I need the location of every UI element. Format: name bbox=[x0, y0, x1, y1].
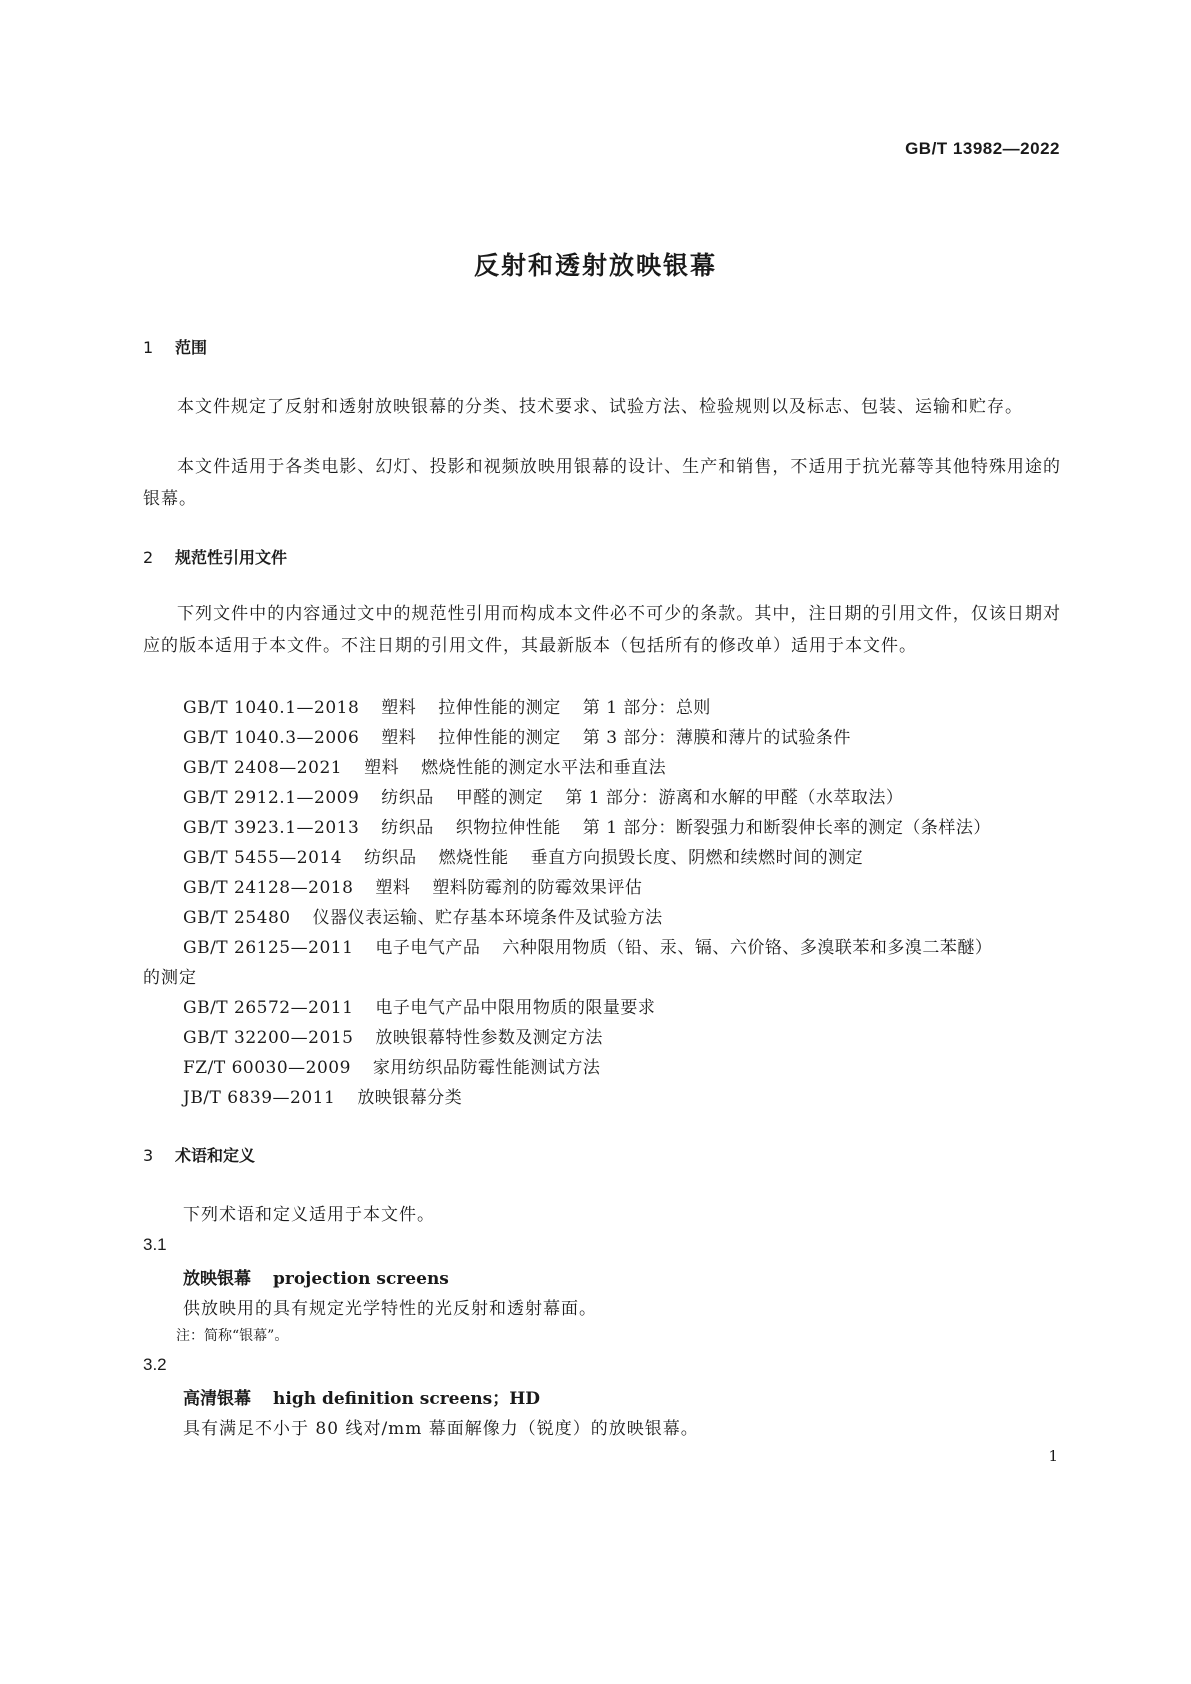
reference-code: GB/T 32200—2015 bbox=[183, 1028, 354, 1048]
reference-code: GB/T 1040.3—2006 bbox=[183, 728, 360, 748]
reference-item bbox=[183, 813, 991, 838]
reference-item bbox=[183, 753, 666, 778]
reference-part: 第 3 部分：薄膜和薄片的试验条件 bbox=[582, 728, 851, 748]
reference-code: GB/T 2408—2021 bbox=[183, 758, 343, 778]
section-2-heading bbox=[143, 545, 287, 568]
reference-part: 塑料 bbox=[375, 878, 411, 898]
reference-part: 仪器仪表运输、贮存基本环境条件及试验方法 bbox=[312, 908, 663, 928]
reference-code: GB/T 1040.1—2018 bbox=[183, 698, 360, 718]
term-heading bbox=[183, 1264, 449, 1289]
section-title: 规范性引用文件 bbox=[175, 548, 288, 567]
reference-item bbox=[183, 723, 851, 748]
section-3-heading bbox=[143, 1143, 255, 1166]
section-intro: 下列术语和定义适用于本文件。 bbox=[183, 1205, 435, 1225]
reference-item bbox=[183, 903, 663, 928]
reference-part: 垂直方向损毁长度、阴燃和续燃时间的测定 bbox=[530, 848, 864, 868]
section-number: 1 bbox=[143, 338, 154, 357]
reference-part: 电子电气产品 bbox=[375, 938, 481, 958]
reference-part: 纺织品 bbox=[381, 818, 434, 838]
term-chinese: 放映银幕 bbox=[183, 1269, 251, 1289]
reference-code: GB/T 26125—2011 bbox=[183, 938, 354, 958]
paragraph: 本文件规定了反射和透射放映银幕的分类、技术要求、试验方法、检验规则以及标志、包装、运输和贮存。 bbox=[177, 397, 1023, 417]
reference-code: GB/T 26572—2011 bbox=[183, 998, 354, 1018]
reference-code: JB/T 6839—2011 bbox=[183, 1088, 336, 1108]
reference-code: GB/T 3923.1—2013 bbox=[183, 818, 360, 838]
reference-code: GB/T 24128—2018 bbox=[183, 878, 354, 898]
reference-part: 放映银幕特性参数及测定方法 bbox=[375, 1028, 603, 1048]
reference-item bbox=[183, 1023, 603, 1048]
reference-item bbox=[183, 1083, 462, 1108]
reference-part: 家用纺织品防霉性能测试方法 bbox=[372, 1058, 601, 1078]
reference-item bbox=[183, 993, 655, 1018]
reference-code: GB/T 5455—2014 bbox=[183, 848, 343, 868]
reference-code: GB/T 2912.1—2009 bbox=[183, 788, 360, 808]
reference-part: 第 1 部分：断裂强力和断裂伸长率的测定（条样法） bbox=[582, 818, 991, 838]
reference-part: 第 1 部分：游离和水解的甲醛（水萃取法） bbox=[565, 788, 904, 808]
document-title: 反射和透射放映银幕 bbox=[473, 251, 717, 280]
section-number: 3 bbox=[143, 1146, 154, 1165]
term-english: projection screens bbox=[273, 1269, 449, 1289]
reference-part: 第 1 部分：总则 bbox=[582, 698, 711, 718]
reference-item bbox=[183, 783, 903, 808]
reference-code: GB/T 25480 bbox=[183, 908, 291, 928]
reference-part: 塑料防霉剂的防霉效果评估 bbox=[432, 878, 643, 898]
term-chinese: 高清银幕 bbox=[183, 1389, 251, 1409]
term-note: 注：简称“银幕”。 bbox=[176, 1328, 289, 1344]
reference-code: FZ/T 60030—2009 bbox=[183, 1058, 351, 1078]
reference-part: 拉伸性能的测定 bbox=[438, 698, 561, 718]
reference-part: 塑料 bbox=[381, 728, 417, 748]
reference-item bbox=[183, 843, 863, 868]
term-heading bbox=[183, 1384, 540, 1409]
reference-part: 塑料 bbox=[364, 758, 400, 778]
reference-part: 纺织品 bbox=[381, 788, 434, 808]
reference-part: 纺织品 bbox=[364, 848, 417, 868]
section-title: 术语和定义 bbox=[175, 1146, 256, 1165]
reference-part: 织物拉伸性能 bbox=[455, 818, 561, 838]
term-definition: 具有满足不小于 80 线对/mm 幕面解像力（锐度）的放映银幕。 bbox=[183, 1419, 699, 1439]
reference-continuation: 的测定 bbox=[143, 968, 197, 988]
reference-part: 燃烧性能的测定水平法和垂直法 bbox=[421, 758, 667, 778]
section-title: 范围 bbox=[175, 338, 208, 357]
paragraph: 本文件适用于各类电影、幻灯、投影和视频放映用银幕的设计、生产和销售，不适用于抗光幕等其他特殊用途的银幕。 bbox=[143, 457, 1061, 509]
standard-code: GB/T 13982—2022 bbox=[905, 139, 1060, 158]
reference-part: 燃烧性能 bbox=[438, 848, 509, 868]
reference-item bbox=[183, 933, 992, 958]
page-number: 1 bbox=[1048, 1447, 1058, 1465]
reference-item bbox=[183, 693, 711, 718]
clause-number: 3.2 bbox=[143, 1355, 167, 1374]
reference-part: 电子电气产品中限用物质的限量要求 bbox=[375, 998, 656, 1018]
reference-part: 放映银幕分类 bbox=[357, 1088, 463, 1108]
term-definition: 供放映用的具有规定光学特性的光反射和透射幕面。 bbox=[183, 1299, 597, 1319]
reference-part: 塑料 bbox=[381, 698, 417, 718]
reference-part: 拉伸性能的测定 bbox=[438, 728, 561, 748]
section-1-heading bbox=[143, 335, 207, 358]
clause-number: 3.1 bbox=[143, 1235, 167, 1254]
section-number: 2 bbox=[143, 548, 154, 567]
reference-item bbox=[183, 873, 642, 898]
reference-item bbox=[183, 1053, 600, 1078]
reference-part: 甲醛的测定 bbox=[455, 788, 544, 808]
reference-part: 六种限用物质（铅、汞、镉、六价铬、多溴联苯和多溴二苯醚） bbox=[502, 938, 993, 958]
term-english: high definition screens；HD bbox=[273, 1389, 541, 1409]
paragraph: 下列文件中的内容通过文中的规范性引用而构成本文件必不可少的条款。其中，注日期的引用文件，仅该日期对应的版本适用于本文件。不注日期的引用文件，其最新版本（包括所有的修改单）适用于本文件。 bbox=[143, 604, 1061, 656]
